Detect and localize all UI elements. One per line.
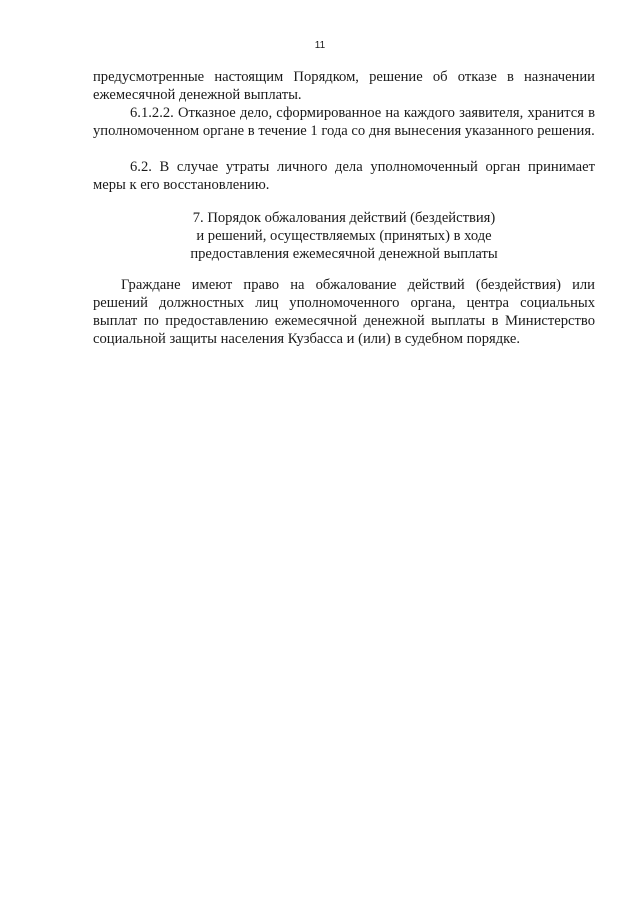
section-7-body: Граждане имеют право на обжалование действий (бездействия) или решений должностных лиц уполномоченного органа, центра социальных выплат по предоставлению ежемесячной денежной выплаты в Министерство социальной защиты населения Кузбасса и (или) в судебном порядке. — [93, 277, 595, 347]
section-heading-line-1: 7. Порядок обжалования действий (бездействия) — [192, 210, 496, 226]
paragraph-refusal-decision: предусмотренные настоящим Порядком, решение об отказе в назначении ежемесячной денежной выплаты. — [93, 69, 595, 103]
section-heading-line-2: и решений, осуществляемых (принятых) в ходе — [196, 228, 492, 244]
section-heading-line-3: предоставления ежемесячной денежной выплаты — [190, 246, 498, 262]
section-7-heading — [93, 209, 595, 263]
paragraph-6-2: 6.2. В случае утраты личного дела уполномоченный орган принимает меры к его восстановлению. — [93, 159, 595, 193]
page-number: 11 — [314, 40, 326, 51]
paragraph-6-1-2-2: 6.1.2.2. Отказное дело, сформированное на каждого заявителя, хранится в уполномоченном органе в течение 1 года со дня вынесения указанного решения. — [93, 105, 595, 139]
